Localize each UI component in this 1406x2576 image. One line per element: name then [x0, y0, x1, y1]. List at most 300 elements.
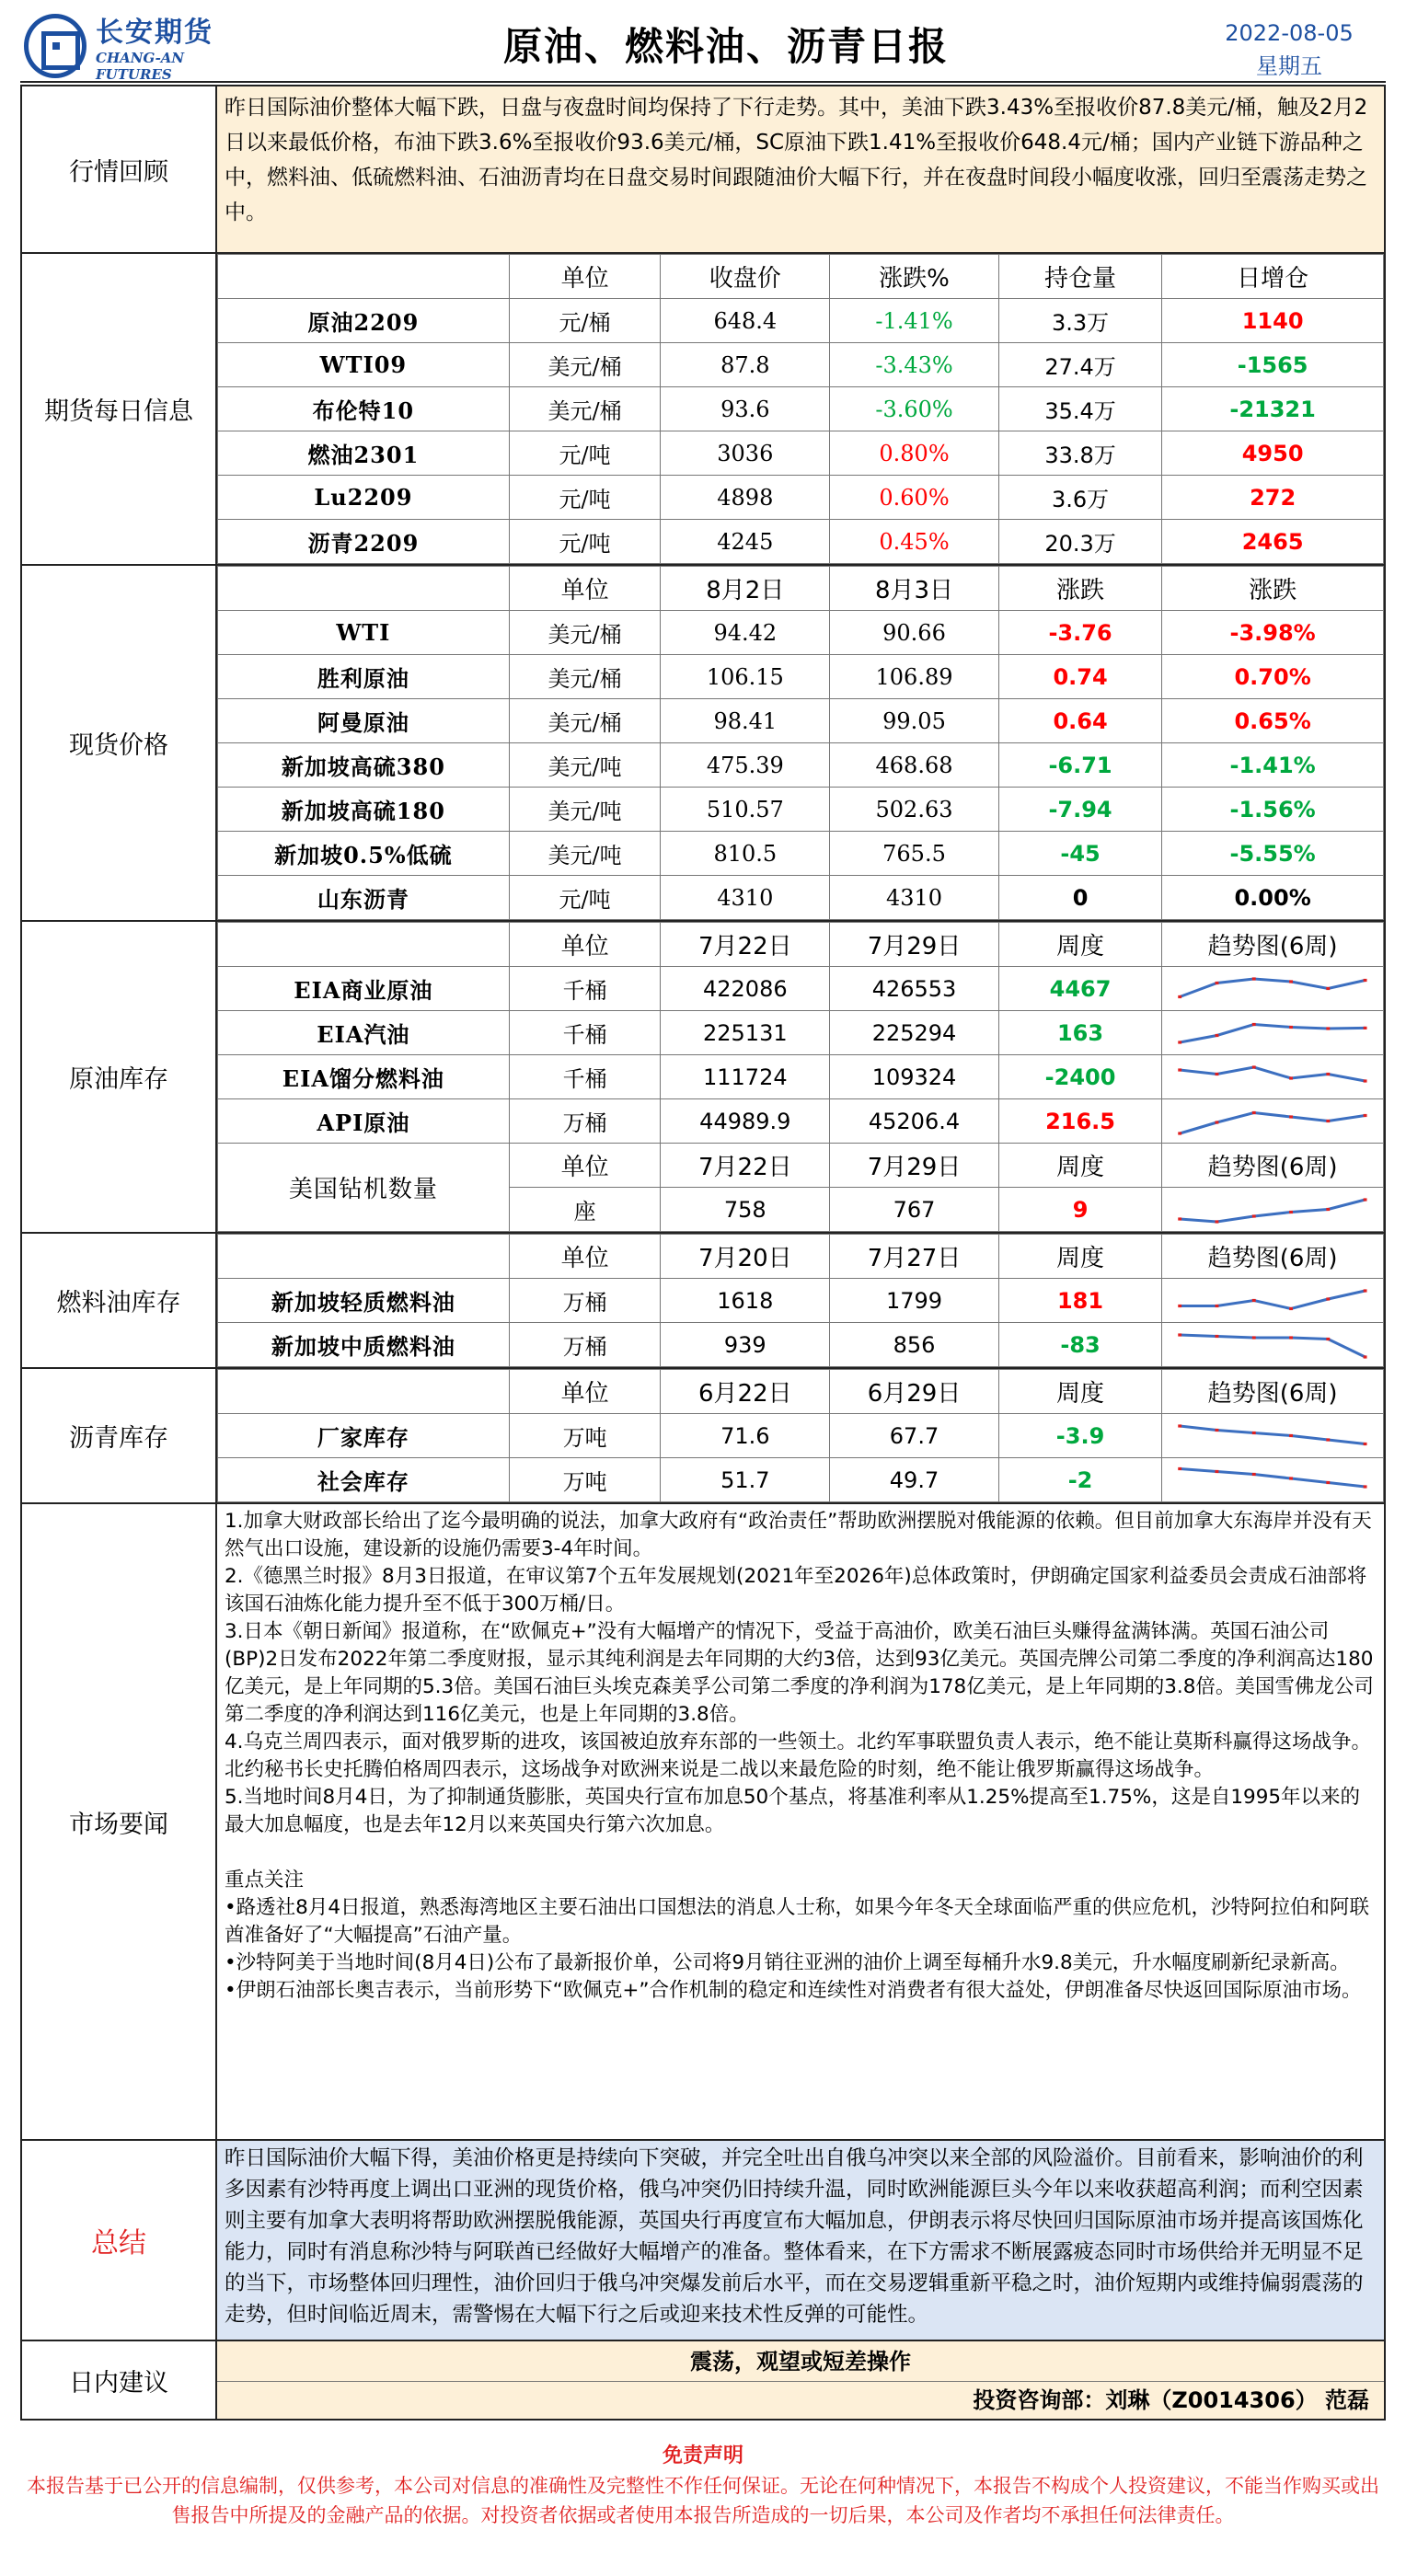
change-pct: -1.41% [830, 299, 999, 343]
price-day2: 502.63 [830, 788, 999, 832]
report-sheet [20, 85, 1386, 2421]
unit: 万吨 [509, 1414, 661, 1458]
sparkline-line [1180, 1426, 1365, 1444]
weekly-change: 4467 [998, 967, 1161, 1011]
sparkline-point [1252, 1110, 1256, 1113]
price-change: 0 [998, 876, 1161, 920]
section-label: 沥青库存 [22, 1369, 217, 1502]
trend-sparkline [1162, 1279, 1384, 1323]
section-crude-stock [22, 922, 1384, 1234]
column-header: 6月22日 [661, 1370, 830, 1414]
sparkline-point [1364, 1026, 1367, 1029]
fuel-stock-table [217, 1234, 1384, 1367]
table-row [218, 611, 1384, 655]
table-header-row [218, 255, 1384, 299]
unit: 千桶 [509, 1011, 661, 1055]
table-row [218, 832, 1384, 876]
inventory-prev: 1618 [661, 1279, 830, 1323]
price-change-pct: -1.56% [1162, 788, 1384, 832]
table-header-row [218, 567, 1384, 611]
inventory-latest: 856 [830, 1323, 999, 1367]
column-header [218, 567, 510, 611]
sparkline-point [1178, 1424, 1181, 1427]
close-price: 3036 [661, 431, 830, 476]
futures-table [217, 254, 1384, 564]
column-header: 趋势图(6周) [1162, 1370, 1384, 1414]
inventory-prev: 422086 [661, 967, 830, 1011]
column-header: 趋势图(6周) [1162, 1235, 1384, 1279]
column-header: 7月22日 [661, 1144, 830, 1188]
open-interest-change: -21321 [1162, 387, 1384, 431]
sparkline-point [1327, 1027, 1331, 1029]
trend-sparkline [1162, 1188, 1384, 1232]
sparkline-svg [1162, 1190, 1383, 1230]
column-header: 7月29日 [830, 923, 999, 967]
table-row [218, 1414, 1384, 1458]
column-header: 单位 [509, 1144, 661, 1188]
open-interest-change: 272 [1162, 476, 1384, 520]
section-asphalt-stock [22, 1369, 1384, 1504]
rig-header-row [218, 1144, 1384, 1188]
table-row [218, 1055, 1384, 1099]
weekly-change: -3.9 [998, 1414, 1161, 1458]
sparkline-point [1364, 1289, 1367, 1292]
report-title: 原油、燃料油、沥青日报 [502, 24, 949, 69]
review-text: 昨日国际油价整体大幅下跌，日盘与夜盘时间均保持了下行走势。其中，美油下跌3.43%至报收价87.8美元/桶，触及2月2日以来最低价格，布油下跌3.6%至报收价93.6美元/桶，SC原油下跌1.41%至报收价648.4元/桶；国内产业链下游品种之中，燃料油、低硫燃料油、石油沥青均在日盘交易时间跟随油价大幅下行，并在夜盘时间段小幅度收涨，回归至震荡走势之中。 [217, 86, 1384, 252]
sparkline-point [1327, 1119, 1331, 1121]
column-header: 8月3日 [830, 567, 999, 611]
unit: 美元/吨 [509, 832, 661, 876]
trend-sparkline [1162, 1011, 1384, 1055]
column-header: 涨跌 [998, 567, 1161, 611]
unit: 万桶 [509, 1279, 661, 1323]
disclaimer [20, 2442, 1386, 2530]
sparkline-svg [1162, 1281, 1383, 1321]
sparkline-point [1252, 1214, 1256, 1217]
trend-sparkline [1162, 1323, 1384, 1367]
weekly-change: 181 [998, 1279, 1161, 1323]
unit: 美元/吨 [509, 743, 661, 788]
column-header: 单位 [509, 1370, 661, 1414]
sparkline-svg [1162, 1013, 1383, 1053]
open-interest-change: -1565 [1162, 343, 1384, 387]
contract-name: Lu2209 [218, 476, 510, 520]
table-row [218, 476, 1384, 520]
sparkline-point [1178, 1217, 1181, 1220]
table-row [218, 299, 1384, 343]
column-header: 6月29日 [830, 1370, 999, 1414]
price-day1: 106.15 [661, 655, 830, 699]
trend-sparkline [1162, 967, 1384, 1011]
open-interest: 33.8万 [998, 431, 1161, 476]
table-row [218, 876, 1384, 920]
column-header: 持仓量 [998, 255, 1161, 299]
sparkline-point [1364, 1442, 1367, 1444]
analyst-credit: 投资咨询部：刘琳（Z0014306） 范磊 [973, 2387, 1369, 2413]
table-row [218, 788, 1384, 832]
inventory-latest: 426553 [830, 967, 999, 1011]
change-pct: 0.80% [830, 431, 999, 476]
column-header: 涨跌% [830, 255, 999, 299]
column-header: 7月22日 [661, 923, 830, 967]
sparkline-point [1327, 1480, 1331, 1483]
column-header [218, 1370, 510, 1414]
open-interest: 27.4万 [998, 343, 1161, 387]
spot-name: 新加坡高硫380 [218, 743, 510, 788]
section-label: 期货每日信息 [22, 254, 217, 564]
inventory-name: EIA馏分燃料油 [218, 1055, 510, 1099]
sparkline-point [1364, 1485, 1367, 1488]
price-day2: 765.5 [830, 832, 999, 876]
sparkline-point [1178, 1132, 1181, 1134]
logo-icon [24, 14, 86, 78]
trend-sparkline [1162, 1414, 1384, 1458]
sparkline-point [1289, 1025, 1293, 1028]
price-change: -6.71 [998, 743, 1161, 788]
weekly-change: 9 [998, 1188, 1161, 1232]
close-price: 648.4 [661, 299, 830, 343]
contract-name: 燃油2301 [218, 431, 510, 476]
price-day2: 4310 [830, 876, 999, 920]
price-change-pct: 0.70% [1162, 655, 1384, 699]
section-review [22, 86, 1384, 254]
inventory-latest: 109324 [830, 1055, 999, 1099]
open-interest-change: 1140 [1162, 299, 1384, 343]
sparkline-point [1178, 1068, 1181, 1071]
sparkline-point [1178, 1304, 1181, 1306]
column-header: 周度 [998, 923, 1161, 967]
sparkline-point [1252, 1336, 1256, 1339]
company-logo [20, 11, 259, 81]
price-day1: 98.41 [661, 699, 830, 743]
sparkline-point [1364, 1198, 1367, 1201]
column-header: 单位 [509, 923, 661, 967]
inventory-latest: 67.7 [830, 1414, 999, 1458]
sparkline-point [1216, 1469, 1219, 1472]
section-futures [22, 254, 1384, 566]
contract-name: 沥青2209 [218, 520, 510, 564]
price-change: -45 [998, 832, 1161, 876]
price-day1: 94.42 [661, 611, 830, 655]
price-change-pct: -1.41% [1162, 743, 1384, 788]
open-interest: 35.4万 [998, 387, 1161, 431]
sparkline-line [1180, 1335, 1365, 1357]
sparkline-line [1180, 1200, 1365, 1222]
inventory-prev: 44989.9 [661, 1099, 830, 1144]
asphalt-stock-table [217, 1369, 1384, 1502]
inventory-name: 厂家库存 [218, 1414, 510, 1458]
price-day1: 810.5 [661, 832, 830, 876]
weekly-change: 163 [998, 1011, 1161, 1055]
close-price: 93.6 [661, 387, 830, 431]
trend-sparkline [1162, 1099, 1384, 1144]
sparkline-point [1252, 1065, 1256, 1068]
sparkline-svg [1162, 1416, 1383, 1456]
inventory-prev: 758 [661, 1188, 830, 1232]
sparkline-line [1180, 1291, 1365, 1309]
report-date: 2022-08-05 [1225, 20, 1354, 46]
section-advice [22, 2341, 1384, 2419]
section-fuel-stock [22, 1234, 1384, 1369]
sparkline-point [1216, 1428, 1219, 1431]
column-header: 单位 [509, 255, 661, 299]
sparkline-svg [1162, 1460, 1383, 1501]
price-change-pct: 0.65% [1162, 699, 1384, 743]
inventory-prev: 71.6 [661, 1414, 830, 1458]
sparkline-point [1364, 1113, 1367, 1116]
section-spot [22, 566, 1384, 922]
table-header-row [218, 1235, 1384, 1279]
column-header [218, 1235, 510, 1279]
sparkline-svg [1162, 1325, 1383, 1365]
sparkline-point [1216, 1121, 1219, 1123]
trend-sparkline [1162, 1458, 1384, 1502]
sparkline-svg [1162, 969, 1383, 1009]
column-header: 单位 [509, 567, 661, 611]
sparkline-point [1252, 1022, 1256, 1025]
section-label: 原油库存 [22, 922, 217, 1232]
section-label: 现货价格 [22, 566, 217, 920]
summary-text: 昨日国际油价大幅下得，美油价格更是持续向下突破，并完全吐出自俄乌冲突以来全部的风险溢价。目前看来，影响油价的利多因素有沙特再度上调出口亚洲的现货价格，俄乌冲突仍旧持续升温，同时欧洲能源巨头今年以来收获超高利润；而利空因素则主要有加拿大表明将帮助欧洲摆脱俄能源，英国央行再度宣布大幅加息，伊朗表示将尽快回归国际原油市场并提高该国炼化能力，同时有消息称沙特与阿联酋已经做好大幅增产的准备。整体看来，在下方需求不断展露疲态同时市场供给并无明显不足的当下，市场整体回归理性，油价回归于俄乌冲突爆发前后水平，而在交易逻辑重新平稳之时，油价短期内或维持偏弱震荡的走势，但时间临近周末，需警惕在大幅下行之后或迎来技术性反弹的可能性。 [217, 2141, 1384, 2340]
price-day2: 106.89 [830, 655, 999, 699]
section-label: 日内建议 [22, 2341, 217, 2419]
column-header: 7月29日 [830, 1144, 999, 1188]
sparkline-point [1252, 1298, 1256, 1301]
report-weekday: 星期五 [1256, 53, 1322, 79]
column-header: 7月20日 [661, 1235, 830, 1279]
inventory-prev: 51.7 [661, 1458, 830, 1502]
sparkline-point [1327, 1438, 1331, 1441]
disclaimer-title: 免责声明 [662, 2444, 743, 2467]
trend-sparkline [1162, 1055, 1384, 1099]
price-day2: 99.05 [830, 699, 999, 743]
section-label: 市场要闻 [22, 1504, 217, 2139]
table-row [218, 431, 1384, 476]
sparkline-point [1364, 978, 1367, 981]
sparkline-point [1252, 1431, 1256, 1433]
sparkline-point [1216, 1220, 1219, 1223]
spot-name: 阿曼原油 [218, 699, 510, 743]
column-header: 单位 [509, 1235, 661, 1279]
column-header: 收盘价 [661, 255, 830, 299]
table-header-row [218, 1370, 1384, 1414]
sparkline-line [1180, 1468, 1365, 1487]
inventory-name: EIA商业原油 [218, 967, 510, 1011]
sparkline-point [1327, 1337, 1331, 1340]
close-price: 4898 [661, 476, 830, 520]
column-header: 日增仓 [1162, 255, 1384, 299]
close-price: 4245 [661, 520, 830, 564]
report-date-box [1193, 11, 1386, 81]
column-header: 周度 [998, 1235, 1161, 1279]
sparkline-svg [1162, 1101, 1383, 1142]
column-header [218, 923, 510, 967]
price-day2: 90.66 [830, 611, 999, 655]
unit: 美元/桶 [509, 699, 661, 743]
inventory-name: EIA汽油 [218, 1011, 510, 1055]
sparkline-point [1252, 977, 1256, 980]
sparkline-point [1327, 986, 1331, 989]
change-pct: 0.45% [830, 520, 999, 564]
section-label: 总结 [22, 2141, 217, 2340]
section-label: 行情回顾 [22, 86, 217, 252]
table-row [218, 1099, 1384, 1144]
logo-en: CHANG-AN FUTURES [96, 50, 185, 83]
spot-name: 新加坡高硫180 [218, 788, 510, 832]
contract-name: WTI09 [218, 343, 510, 387]
spot-name: WTI [218, 611, 510, 655]
unit: 座 [509, 1188, 661, 1232]
open-interest: 3.3万 [998, 299, 1161, 343]
sparkline-point [1327, 1207, 1331, 1210]
spot-name: 新加坡0.5%低硫 [218, 832, 510, 876]
weekly-change: -2400 [998, 1055, 1161, 1099]
contract-name: 布伦特10 [218, 387, 510, 431]
inventory-latest: 45206.4 [830, 1099, 999, 1144]
table-header-row [218, 923, 1384, 967]
open-interest: 3.6万 [998, 476, 1161, 520]
table-row [218, 1011, 1384, 1055]
sparkline-point [1178, 995, 1181, 997]
sparkline-point [1289, 1336, 1293, 1339]
sparkline-point [1216, 1304, 1219, 1306]
inventory-name: 新加坡中质燃料油 [218, 1323, 510, 1367]
sparkline-point [1216, 1334, 1219, 1337]
table-row [218, 520, 1384, 564]
unit: 元/桶 [509, 299, 661, 343]
price-change-pct: -5.55% [1162, 832, 1384, 876]
inventory-latest: 1799 [830, 1279, 999, 1323]
column-header: 趋势图(6周) [1162, 1144, 1384, 1188]
open-interest: 20.3万 [998, 520, 1161, 564]
section-summary [22, 2141, 1384, 2341]
sparkline-point [1216, 1033, 1219, 1036]
disclaimer-text: 本报告基于已公开的信息编制，仅供参考，本公司对信息的准确性及完整性不作任何保证。无论在何种情况下，本报告不构成个人投资建议，不能当作购买或出售报告中所提及的金融产品的依据。对投资者依据或者使用本报告所造成的一切后果，本公司及作者均不承担任何法律责任。 [27, 2475, 1379, 2526]
unit: 千桶 [509, 1055, 661, 1099]
table-row [218, 967, 1384, 1011]
price-change-pct: -3.98% [1162, 611, 1384, 655]
table-row [218, 655, 1384, 699]
open-interest-change: 4950 [1162, 431, 1384, 476]
change-pct: 0.60% [830, 476, 999, 520]
price-change: -7.94 [998, 788, 1161, 832]
news-text: 1.加拿大财政部长给出了迄今最明确的说法，加拿大政府有“政治责任”帮助欧洲摆脱对俄能源的依赖。但目前加拿大东海岸并没有天然气出口设施，建设新的设施仍需要3-4年时间。 2.《德黑兰时报》8月3日报道，在审议第7个五年发展规划(2021年至2026年)总体政策时，伊朗确定国家利益委员会责成石油部将该国石油炼化能力提升至不低于300万桶/日。 3.日本《朝日新闻》报道称，在“欧佩克+”没有大幅增产的情况下，受益于高油价，欧美石油巨头赚得盆满钵满。英国石油公司(BP)2日发布2022年第二季度财报，显示其纯利润是去年同期的大约3倍，达到93亿美元。英国壳牌公司第二季度的净利润高达180亿美元，是上年同期的5.3倍。美国石油巨头埃克森美孚公司第二季度的净利润为178亿美元，是上年同期的3.8倍。美国雪佛龙公司第二季度的净利润达到116亿美元，也是上年同期的3.8倍。 4.乌克兰周四表示，面对俄罗斯的进攻，该国被迫放弃东部的一些领土。北约军事联盟负责人表示，绝不能让莫斯科赢得这场战争。北约秘书长史托腾伯格周四表示，这场战争对欧洲来说是二战以来最危险的时刻，绝不能让俄罗斯赢得这场战争。 5.当地时间8月4日，为了抑制通货膨胀，英国央行宣布加息50个基点，将基准利率从1.25%提高至1.75%，这是自1995年以来的最大加息幅度，也是去年12月以来英国央行第六次加息。 重点关注 •路透社8月4日报道，熟悉海湾地区主要石油出口国想法的消息人士称，如果今年冬天全球面临严重的供应危机，沙特阿拉伯和阿联酋准备好了“大幅提高”石油产量。 •沙特阿美于当地时间(8月4日)公布了最新报价单，公司将9月销往亚洲的油价上调至每桶升水9.8美元，升水幅度刷新纪录新高。 •伊朗石油部长奥吉表示，当前形势下“欧佩克+”合作机制的稳定和连续性对消费者有很大益处，伊朗准备尽快返回国际原油市场。 [225, 1510, 1374, 2002]
sparkline-point [1178, 1466, 1181, 1469]
sparkline-point [1327, 1297, 1331, 1300]
sparkline-point [1364, 1355, 1367, 1358]
price-change: -3.76 [998, 611, 1161, 655]
spot-table [217, 566, 1384, 920]
unit: 万桶 [509, 1323, 661, 1367]
inventory-latest: 49.7 [830, 1458, 999, 1502]
unit: 元/吨 [509, 476, 661, 520]
sparkline-line [1180, 1067, 1365, 1081]
report-header [20, 11, 1386, 83]
weekly-change: 216.5 [998, 1099, 1161, 1144]
column-header: 涨跌 [1162, 567, 1384, 611]
sparkline-point [1252, 1472, 1256, 1475]
table-row [218, 699, 1384, 743]
price-day1: 475.39 [661, 743, 830, 788]
column-header [218, 255, 510, 299]
sparkline-point [1289, 1477, 1293, 1479]
table-row [218, 743, 1384, 788]
table-row [218, 1323, 1384, 1367]
section-label: 燃料油库存 [22, 1234, 217, 1367]
unit: 美元/桶 [509, 611, 661, 655]
inventory-latest: 225294 [830, 1011, 999, 1055]
spot-name: 山东沥青 [218, 876, 510, 920]
inventory-name: 新加坡轻质燃料油 [218, 1279, 510, 1323]
sparkline-point [1216, 1072, 1219, 1075]
section-news [22, 1504, 1384, 2141]
inventory-name: 社会库存 [218, 1458, 510, 1502]
sparkline-line [1180, 979, 1365, 997]
column-header: 8月2日 [661, 567, 830, 611]
unit: 万吨 [509, 1458, 661, 1502]
change-pct: -3.60% [830, 387, 999, 431]
table-row [218, 343, 1384, 387]
close-price: 87.8 [661, 343, 830, 387]
unit: 万桶 [509, 1099, 661, 1144]
sparkline-svg [1162, 1057, 1383, 1098]
sparkline-point [1289, 1306, 1293, 1309]
price-change-pct: 0.00% [1162, 876, 1384, 920]
sparkline-point [1289, 1115, 1293, 1118]
sparkline-line [1180, 1112, 1365, 1133]
column-header: 趋势图(6周) [1162, 923, 1384, 967]
unit: 美元/桶 [509, 387, 661, 431]
change-pct: -3.43% [830, 343, 999, 387]
sparkline-point [1364, 1079, 1367, 1082]
sparkline-point [1178, 1333, 1181, 1336]
unit: 元/吨 [509, 876, 661, 920]
unit: 美元/桶 [509, 655, 661, 699]
unit: 美元/吨 [509, 788, 661, 832]
rig-count-name: 美国钻机数量 [218, 1144, 510, 1232]
unit: 千桶 [509, 967, 661, 1011]
weekly-change: -83 [998, 1323, 1161, 1367]
price-change: 0.74 [998, 655, 1161, 699]
price-day1: 510.57 [661, 788, 830, 832]
inventory-name: API原油 [218, 1099, 510, 1144]
unit: 美元/桶 [509, 343, 661, 387]
column-header: 周度 [998, 1144, 1161, 1188]
table-row [218, 1458, 1384, 1502]
weekly-change: -2 [998, 1458, 1161, 1502]
sparkline-line [1180, 1024, 1365, 1042]
column-header: 7月27日 [830, 1235, 999, 1279]
spot-name: 胜利原油 [218, 655, 510, 699]
sparkline-point [1289, 1076, 1293, 1079]
crude-stock-table [217, 922, 1384, 1232]
open-interest-change: 2465 [1162, 520, 1384, 564]
price-day1: 4310 [661, 876, 830, 920]
sparkline-point [1216, 981, 1219, 983]
unit: 元/吨 [509, 520, 661, 564]
sparkline-point [1327, 1072, 1331, 1075]
inventory-latest: 767 [830, 1188, 999, 1232]
price-change: 0.64 [998, 699, 1161, 743]
sparkline-point [1289, 980, 1293, 983]
contract-name: 原油2209 [218, 299, 510, 343]
price-day2: 468.68 [830, 743, 999, 788]
inventory-prev: 939 [661, 1323, 830, 1367]
sparkline-point [1178, 1041, 1181, 1043]
inventory-prev: 225131 [661, 1011, 830, 1055]
unit: 元/吨 [509, 431, 661, 476]
sparkline-point [1289, 1210, 1293, 1213]
